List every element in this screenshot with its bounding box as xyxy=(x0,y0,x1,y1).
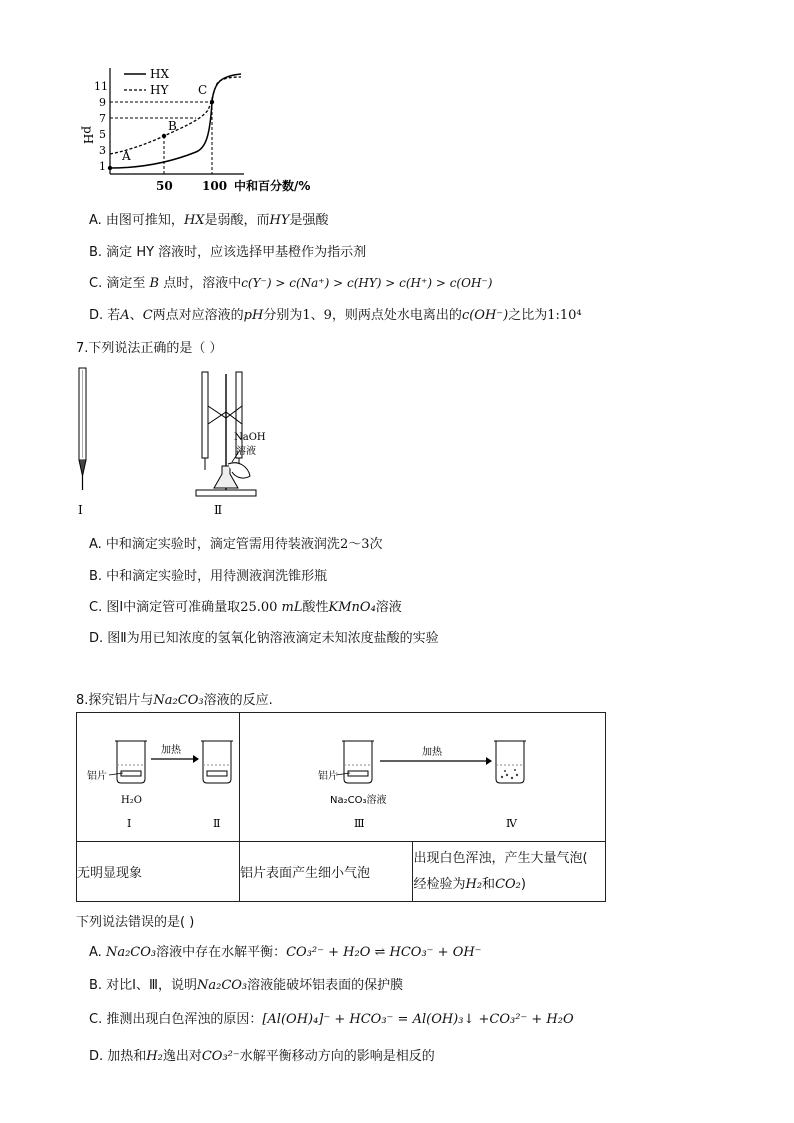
q7-stem: 7.下列说法正确的是（ ） xyxy=(76,341,223,356)
value: 1:10⁴ xyxy=(547,308,582,323)
titration-setup-figure-ii xyxy=(188,366,288,518)
x-tick: 50 xyxy=(156,179,173,193)
formula: H₂ xyxy=(465,876,483,892)
heat-label: 加热 xyxy=(161,745,181,756)
value: 2～3 xyxy=(339,537,370,552)
formula: KMnO₄ xyxy=(328,600,376,615)
obs-cell-2 xyxy=(240,842,413,902)
text: 之比为 xyxy=(508,308,548,323)
obs-3-line2 xyxy=(413,872,605,898)
text: C. 图Ⅰ中滴定管可准确量取 xyxy=(89,600,241,615)
y-tick: 5 xyxy=(99,128,106,141)
beakers-i-ii xyxy=(77,713,239,837)
y-tick: 1 xyxy=(99,160,106,173)
y-tick: 9 xyxy=(99,96,106,109)
titration-curve-graph xyxy=(76,60,346,200)
q8-option-a[interactable] xyxy=(89,941,482,960)
text: 两点对应溶液的 xyxy=(152,308,244,323)
obs-2: 铝片表面产生细小气泡 xyxy=(240,866,371,881)
q6-option-d[interactable] xyxy=(89,304,582,323)
cell-experiment-i-ii xyxy=(77,713,240,842)
text: 溶液能破坏铝表面的保护膜 xyxy=(247,978,404,993)
text: 逸出对 xyxy=(162,1049,202,1064)
text: 是强酸 xyxy=(289,213,329,228)
x-tick: 100 xyxy=(202,179,228,193)
text: 次 xyxy=(369,537,383,552)
value: 25.00 xyxy=(240,600,278,615)
text: 、 xyxy=(310,308,324,323)
q6-option-b[interactable]: B. 滴定 HY 溶液时，应该选择甲基橙作为指示剂 xyxy=(89,245,367,260)
beakers-iii-iv xyxy=(240,713,605,837)
text: 酸性 xyxy=(302,600,329,615)
text: 8.探究铝片与 xyxy=(76,693,154,708)
text: 溶液的反应. xyxy=(203,693,273,708)
burette-figure-i xyxy=(70,366,100,516)
obs-cell-1 xyxy=(77,842,240,902)
y-tick: 11 xyxy=(94,80,108,93)
formula: Na₂CO₃ xyxy=(196,978,248,993)
formula: HY xyxy=(269,213,290,228)
y-tick: 7 xyxy=(99,112,106,125)
text: C. 滴定至 xyxy=(89,276,146,291)
legend-hx: HX xyxy=(150,67,170,81)
text: 、 xyxy=(129,308,143,323)
text: 水解平衡移动方向的影响是相反的 xyxy=(239,1049,435,1064)
fig-label-i: Ⅰ xyxy=(78,503,83,516)
q7-option-a[interactable] xyxy=(89,533,383,552)
label-ii: Ⅱ xyxy=(213,817,221,830)
point-c-label: C xyxy=(198,83,208,97)
formula: CO₃²⁻ xyxy=(201,1049,240,1064)
formula: CO₂ xyxy=(495,876,521,892)
formula: Na₂CO₃ xyxy=(105,945,157,960)
formula: CO₃²⁻ + H₂O ⇌ HCO₃⁻ + OH⁻ xyxy=(286,945,482,960)
formula: Na₂CO₃ xyxy=(153,693,204,708)
legend-hy: HY xyxy=(150,83,169,97)
text: 分别为 xyxy=(263,308,303,323)
formula: pH xyxy=(243,308,264,323)
solution-label: 溶液 xyxy=(236,446,256,457)
formula: c(OH⁻) xyxy=(461,308,509,323)
point-a-label: A xyxy=(122,149,131,163)
text: A. 中和滴定实验时，滴定管需用待装液润洗 xyxy=(89,537,340,552)
q8-stem xyxy=(76,689,273,708)
obs-3-line1: 出现白色浑浊，产生大量气泡( xyxy=(413,850,588,866)
q7-option-d[interactable]: D. 图Ⅱ为用已知浓度的氢氧化钠溶液滴定未知浓度盐酸的实验 xyxy=(89,631,439,646)
text: A. 由图可推知， xyxy=(89,213,184,228)
q6-option-a[interactable] xyxy=(89,209,328,228)
q8-option-b[interactable] xyxy=(89,974,403,993)
naoh-label: NaOH xyxy=(234,432,266,443)
text: 点时，溶液中 xyxy=(163,276,242,291)
label-iii: Ⅲ xyxy=(354,817,365,830)
al-label: 铝片 xyxy=(87,771,107,782)
value: 9 xyxy=(323,308,332,323)
formula: B xyxy=(149,276,160,291)
formula: C xyxy=(142,308,153,323)
q6-option-c[interactable] xyxy=(89,272,492,291)
al-label: 铝片 xyxy=(318,771,338,782)
heat-label: 加热 xyxy=(422,747,442,758)
na2co3-solution-label: Na₂CO₃溶液 xyxy=(330,795,387,806)
q7-option-c[interactable] xyxy=(89,596,402,615)
q7-option-b[interactable]: B. 中和滴定实验时，用待测液润洗锥形瓶 xyxy=(89,569,328,584)
text: A. xyxy=(89,945,102,960)
experiment-table xyxy=(76,712,606,902)
water-label: H₂O xyxy=(121,795,142,806)
label-i: Ⅰ xyxy=(127,817,132,830)
text: 经检验为 xyxy=(413,876,466,892)
formula: [Al(OH)₄]⁻ + HCO₃⁻ = Al(OH)₃↓ +CO₃²⁻ + H₂O xyxy=(262,1012,574,1027)
text: D. 若 xyxy=(89,308,121,323)
q8-stem-2: 下列说法错误的是( ) xyxy=(76,915,195,930)
point-b-label: B xyxy=(168,119,177,133)
cell-experiment-iii-iv xyxy=(240,713,606,842)
text: 溶液 xyxy=(375,600,402,615)
text: D. 加热和 xyxy=(89,1049,147,1064)
formula: mL xyxy=(281,600,303,615)
value: 1 xyxy=(302,308,311,323)
q8-option-c[interactable] xyxy=(89,1008,574,1027)
formula: A xyxy=(120,308,130,323)
text: 和 xyxy=(482,876,496,892)
text: 溶液中存在水解平衡： xyxy=(156,945,287,960)
text: B. 对比Ⅰ、Ⅲ，说明 xyxy=(89,978,197,993)
formula: H₂ xyxy=(146,1049,163,1064)
y-tick: 3 xyxy=(99,144,106,157)
label-iv: Ⅳ xyxy=(506,817,517,830)
obs-1: 无明显现象 xyxy=(77,866,143,881)
formula: HX xyxy=(183,213,205,228)
obs-cell-3 xyxy=(413,842,606,902)
text: ) xyxy=(520,876,526,892)
text: ，则两点处水电离出的 xyxy=(331,308,462,323)
text: C. 推测出现白色浑浊的原因： xyxy=(89,1012,263,1027)
text: 是弱酸，而 xyxy=(204,213,270,228)
y-axis-label: pH xyxy=(81,126,95,145)
q8-option-d[interactable] xyxy=(89,1045,435,1064)
formula: c(Y⁻) > c(Na⁺) > c(HY) > c(H⁺) > c(OH⁻) xyxy=(241,276,493,290)
x-axis-label: 中和百分数/% xyxy=(234,179,311,193)
fig-label-ii: Ⅱ xyxy=(214,503,223,517)
